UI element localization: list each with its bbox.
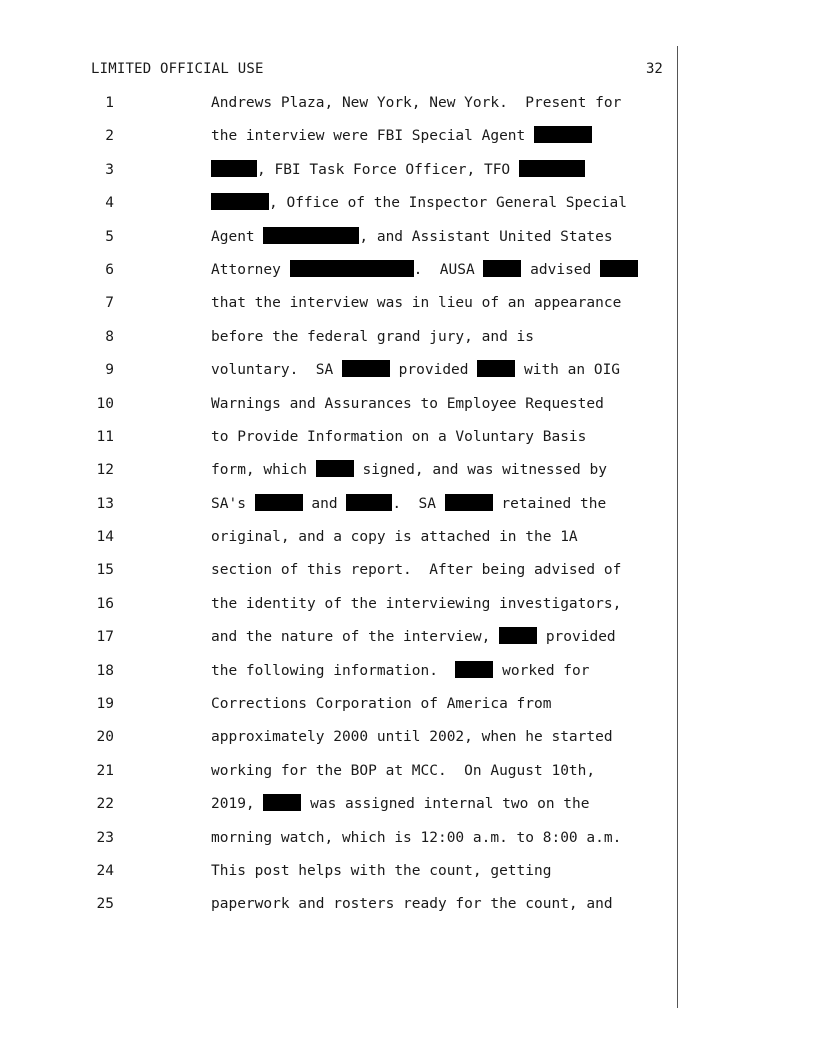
line-text	[211, 93, 621, 113]
line-text	[211, 460, 607, 480]
line-number: 13	[96, 495, 114, 512]
line-number: 5	[105, 228, 114, 245]
line-number: 2	[105, 128, 114, 145]
redaction-box	[211, 193, 269, 210]
line-text-segment: 2019,	[211, 796, 264, 813]
redaction-box	[477, 360, 515, 377]
line-text	[211, 794, 589, 814]
transcript-line	[0, 727, 816, 760]
line-text	[211, 260, 638, 280]
line-text-segment: morning watch, which is 12:00 a.m. to 8:00 a.m.	[211, 829, 622, 846]
line-text-segment: , FBI Task Force Officer, TFO	[257, 161, 519, 178]
line-text-segment: and	[302, 495, 347, 512]
line-text-segment: Warnings and Assurances to Employee Requested	[211, 395, 604, 412]
line-text-segment: working for the BOP at MCC. On August 10th,	[211, 762, 596, 779]
line-text	[211, 427, 586, 447]
line-number: 4	[105, 195, 114, 212]
line-text	[211, 761, 595, 781]
transcript-line	[0, 193, 816, 226]
classification-header: LIMITED OFFICIAL USE	[91, 61, 264, 77]
redaction-box	[316, 460, 354, 477]
line-text-segment: Attorney	[211, 261, 290, 278]
line-text-segment: retained the	[492, 495, 607, 512]
line-number: 19	[96, 696, 114, 713]
transcript-line	[0, 828, 816, 861]
line-text-segment: advised	[521, 261, 600, 278]
transcript-line	[0, 694, 816, 727]
transcript-line	[0, 327, 816, 360]
line-number: 25	[96, 896, 114, 913]
transcript-line	[0, 394, 816, 427]
transcript-line	[0, 260, 816, 293]
transcript-line	[0, 894, 816, 927]
transcript-line	[0, 360, 816, 393]
transcript-line	[0, 661, 816, 694]
line-text-segment: with an OIG	[515, 362, 621, 379]
line-number: 16	[96, 595, 114, 612]
line-text	[211, 694, 551, 714]
line-number: 23	[96, 829, 114, 846]
line-text-segment: section of this report. After being advised of	[211, 562, 622, 579]
redaction-box	[519, 160, 585, 177]
line-text-segment: the interview were FBI Special Agent	[211, 128, 535, 145]
line-text-segment: Andrews Plaza, New York, New York. Present for	[211, 95, 622, 111]
line-text	[211, 560, 621, 580]
transcript-line	[0, 227, 816, 260]
redaction-box	[263, 227, 359, 244]
line-text	[211, 193, 627, 213]
line-text	[211, 661, 589, 681]
transcript-line	[0, 560, 816, 593]
line-text-segment: . AUSA	[413, 261, 484, 278]
line-number: 15	[96, 562, 114, 579]
line-number: 21	[96, 762, 114, 779]
line-text	[211, 861, 551, 881]
redaction-box	[499, 627, 537, 644]
line-text-segment: approximately 2000 until 2002, when he started	[211, 729, 613, 746]
line-text-segment: and the nature of the interview,	[211, 629, 500, 646]
line-number: 18	[96, 662, 114, 679]
line-text-segment: the identity of the interviewing investigators,	[211, 595, 622, 612]
transcript-line	[0, 794, 816, 827]
transcript-line	[0, 627, 816, 660]
line-number: 10	[96, 395, 114, 412]
line-text	[211, 360, 620, 380]
redaction-box	[445, 494, 493, 511]
line-number: 14	[96, 529, 114, 546]
redaction-box	[600, 260, 638, 277]
line-text	[211, 126, 592, 146]
line-text-segment: provided	[389, 362, 478, 379]
line-number: 7	[105, 295, 114, 312]
redaction-box	[290, 260, 414, 277]
line-text-segment: that the interview was in lieu of an appearance	[211, 295, 622, 312]
line-number: 1	[105, 95, 114, 111]
redaction-box	[346, 494, 392, 511]
redaction-box	[534, 126, 592, 143]
line-number: 17	[96, 629, 114, 646]
redaction-box	[263, 794, 301, 811]
line-text-segment: worked for	[493, 662, 590, 679]
line-number: 6	[105, 261, 114, 278]
line-text-segment: was assigned internal two on the	[301, 796, 590, 813]
line-number: 3	[105, 161, 114, 178]
line-text-segment: This post helps with the count, getting	[211, 862, 552, 879]
line-number: 12	[96, 462, 114, 479]
line-number: 9	[105, 362, 114, 379]
line-text	[211, 394, 604, 414]
redaction-box	[255, 494, 303, 511]
transcript-line	[0, 427, 816, 460]
transcript-line	[0, 293, 816, 326]
transcript-line	[0, 126, 816, 159]
redaction-box	[211, 160, 257, 177]
line-text-segment: the following information.	[211, 662, 456, 679]
line-text	[211, 293, 621, 313]
line-number: 11	[96, 428, 114, 445]
line-text-segment: , Office of the Inspector General Special	[269, 195, 627, 212]
line-text	[211, 727, 613, 747]
line-text	[211, 627, 616, 647]
transcript-body	[0, 93, 816, 928]
line-text	[211, 828, 621, 848]
line-text-segment: , and Assistant United States	[359, 228, 613, 245]
line-text-segment: before the federal grand jury, and is	[211, 328, 535, 345]
line-text-segment: original, and a copy is attached in the 1A	[211, 529, 578, 546]
line-text	[211, 494, 606, 514]
transcript-line	[0, 93, 816, 126]
line-text-segment: . SA	[392, 495, 445, 512]
transcript-line	[0, 527, 816, 560]
page-number: 32	[646, 61, 663, 77]
line-text	[211, 160, 585, 180]
transcript-line	[0, 761, 816, 794]
line-text-segment: provided	[537, 629, 616, 646]
line-text-segment: Corrections Corporation of America from	[211, 696, 552, 713]
line-text	[211, 594, 621, 614]
line-text	[211, 327, 534, 347]
line-text-segment: signed, and was witnessed by	[353, 462, 607, 479]
line-number: 24	[96, 862, 114, 879]
line-text	[211, 894, 613, 914]
line-text-segment: Agent	[211, 228, 264, 245]
line-text	[211, 527, 578, 547]
redaction-box	[342, 360, 390, 377]
line-number: 20	[96, 729, 114, 746]
transcript-line	[0, 594, 816, 627]
line-text	[211, 227, 613, 247]
line-text-segment: to Provide Information on a Voluntary Basis	[211, 428, 587, 445]
line-text-segment: voluntary. SA	[211, 362, 342, 379]
redaction-box	[455, 661, 493, 678]
line-text-segment: SA's	[211, 495, 255, 512]
transcript-line	[0, 494, 816, 527]
line-number: 22	[96, 796, 114, 813]
line-text-segment: form, which	[211, 462, 316, 479]
line-text-segment: paperwork and rosters ready for the count, and	[211, 896, 613, 913]
transcript-line	[0, 460, 816, 493]
redaction-box	[483, 260, 521, 277]
transcript-line	[0, 861, 816, 894]
transcript-line	[0, 160, 816, 193]
line-number: 8	[105, 328, 114, 345]
